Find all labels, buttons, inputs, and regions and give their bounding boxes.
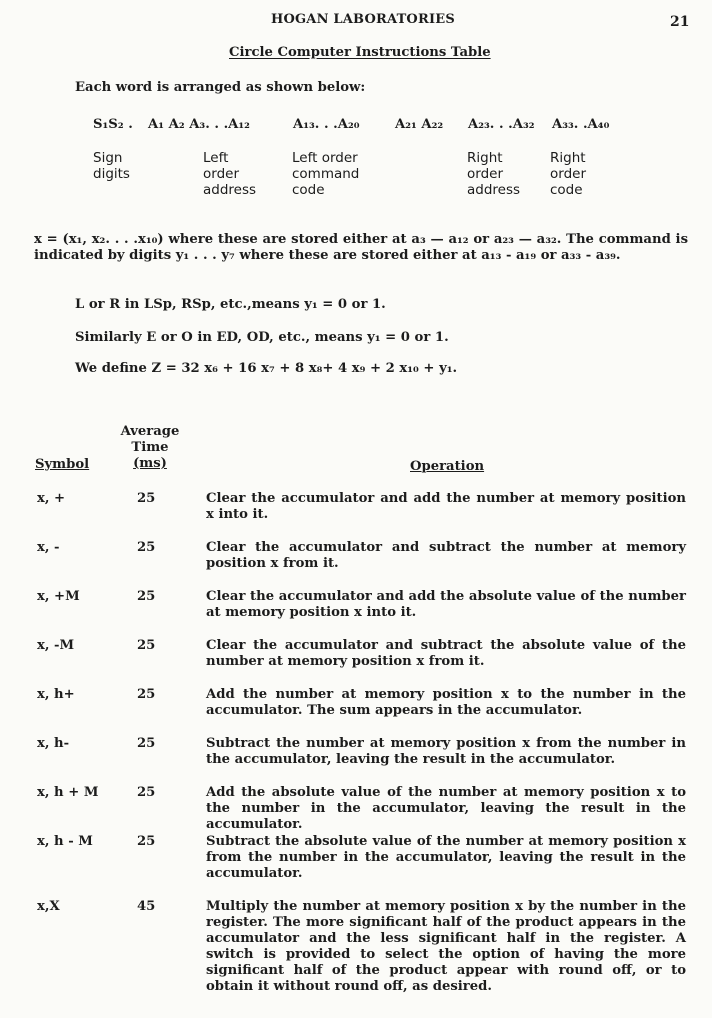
row-symbol: x, -M (37, 638, 75, 653)
row-operation: Clear the accumulator and subtract the number at memory position x from it. (206, 540, 686, 571)
z-definition: We define Z = 32 x₆ + 16 x₇ + 8 x₈+ 4 x₉ + 2 x₁₀ + y₁. (75, 361, 458, 376)
eo-note: Similarly E or O in ED, OD, etc., means y₁ = 0 or 1. (75, 330, 449, 345)
row-time: 25 (137, 785, 156, 800)
field-sign: Sign digits (93, 150, 130, 182)
page-number: 21 (670, 14, 690, 30)
document-title: Circle Computer Instructions Table (229, 45, 491, 60)
row-operation: Add the absolute value of the number at memory position x to the number in the accumulator, leaving the result in the accumulator. (206, 785, 686, 832)
row-operation: Multiply the number at memory position x by the number in the register. The more significant half of the product appears in the accumulator and the less significant half in the register. A switch is provided to select the option of having the more significant half of the product appear with round off, or to obtain it without round off, as desired. (206, 899, 686, 994)
row-symbol: x, - (37, 540, 60, 555)
row-time: 25 (137, 687, 156, 702)
word-layout (93, 117, 693, 139)
word-part-left-code: A₁₃. . .A₂₀ (293, 117, 360, 132)
word-part-right-code: A₃₃. .A₄₀ (552, 117, 610, 132)
word-part-right-address: A₂₃. . .A₃₂ (468, 117, 535, 132)
row-operation: Subtract the absolute value of the number at memory position x from the number in the accumulator, leaving the result in the accumulator. (206, 834, 686, 881)
row-time: 25 (137, 736, 156, 751)
row-operation: Subtract the number at memory position x from the number in the accumulator, leaving the result in the accumulator. (206, 736, 686, 767)
column-header-operation: Operation (410, 459, 485, 474)
word-field-labels (93, 150, 693, 200)
field-right-address: Right order address (467, 150, 521, 198)
row-operation: Add the number at memory position x to the number in the accumulator. The sum appears in the accumulator. (206, 687, 686, 718)
lr-note: L or R in LSp, RSp, etc.,means y₁ = 0 or 1. (75, 297, 386, 312)
field-left-address: Left order address (203, 150, 257, 198)
word-part-left-address: A₁ A₂ A₃. . .A₁₂ (148, 117, 250, 132)
row-symbol: x, h + M (37, 785, 99, 800)
column-header-average-time (110, 424, 190, 472)
row-operation: Clear the accumulator and add the absolute value of the number at memory position x into it. (206, 589, 686, 620)
table-header (0, 424, 712, 478)
row-symbol: x, + (37, 491, 66, 506)
row-time: 45 (137, 899, 156, 914)
intro-text: Each word is arranged as shown below: (75, 80, 366, 95)
row-time: 25 (137, 638, 156, 653)
row-symbol: x, h - M (37, 834, 93, 849)
word-part-sep: A₂₁ A₂₂ (395, 117, 444, 132)
field-right-code: Right order code (550, 150, 586, 198)
row-time: 25 (137, 589, 156, 604)
row-time: 25 (137, 834, 156, 849)
header-title: HOGAN LABORATORIES (271, 12, 455, 27)
row-symbol: x, +M (37, 589, 80, 604)
row-operation: Clear the accumulator and subtract the absolute value of the number at memory position x from it. (206, 638, 686, 669)
row-symbol: x,X (37, 899, 60, 914)
x-definition-paragraph: x = (x₁, x₂. . . .x₁₀) where these are stored either at a₃ — a₁₂ or a₂₃ — a₃₂. The command is indicated by digits y₁ . . . y₇ where these are stored either at a₁₃ - a₁₉ or a₃₃ - a₃₉. (34, 232, 688, 263)
row-time: 25 (137, 491, 156, 506)
row-time: 25 (137, 540, 156, 555)
column-header-symbol: Symbol (35, 457, 90, 472)
field-left-code: Left order command code (292, 150, 360, 198)
row-symbol: x, h+ (37, 687, 75, 702)
avg-line-3: (ms) (133, 456, 167, 471)
avg-line-1: Average (120, 424, 180, 439)
avg-line-2: Time (131, 440, 169, 455)
row-symbol: x, h- (37, 736, 70, 751)
row-operation: Clear the accumulator and add the number at memory position x into it. (206, 491, 686, 522)
word-part-sign: S₁S₂ . (93, 117, 133, 132)
